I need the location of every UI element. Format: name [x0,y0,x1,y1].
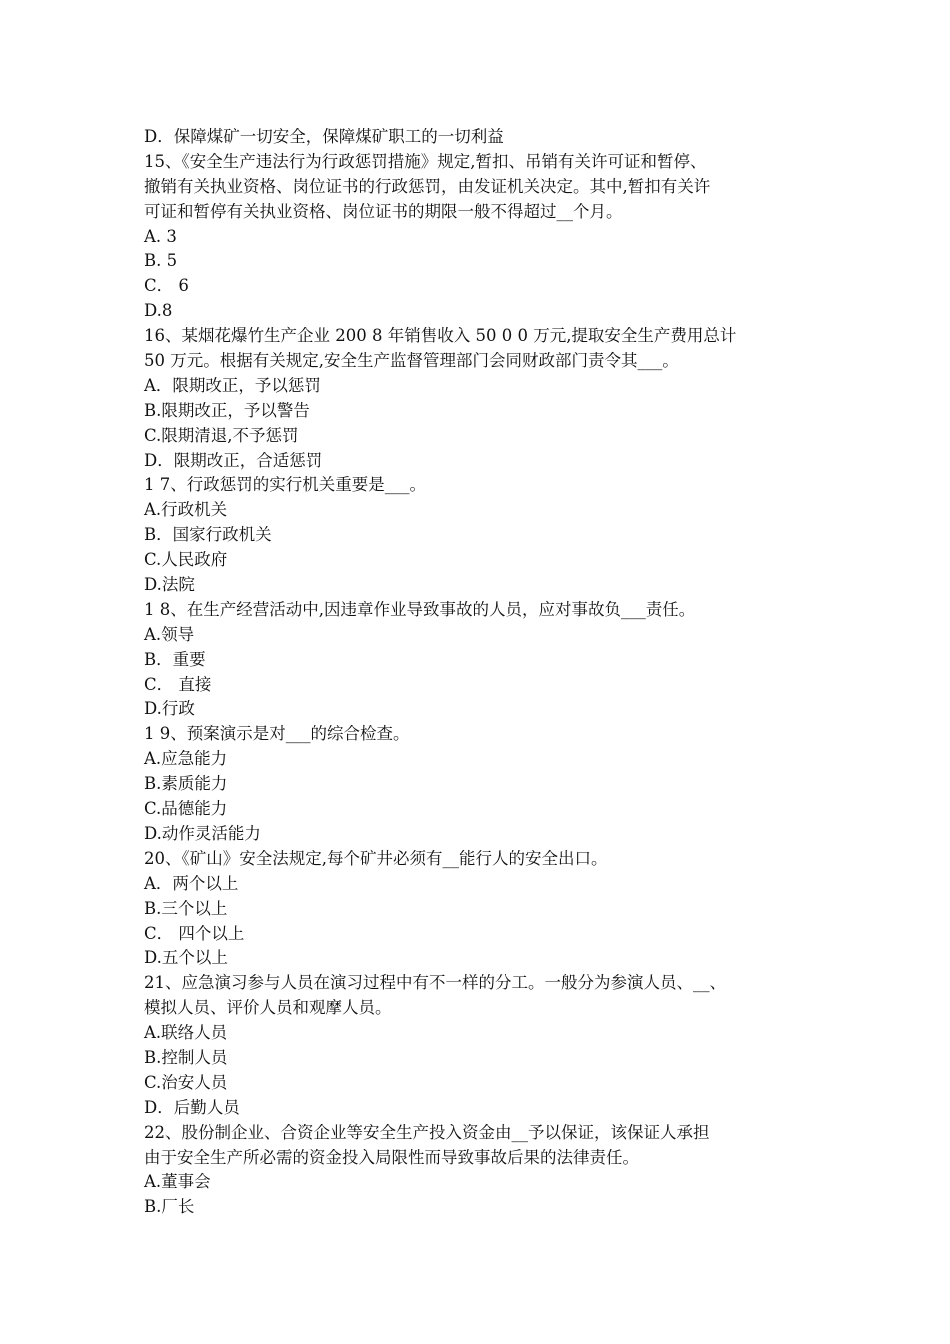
option-a: A.董事会 [144,1172,211,1192]
option-b: B. 5 [144,251,178,271]
option-a: A.领导 [144,624,195,644]
question-17-stem: 1 7、行政惩罚的实行机关重要是___。 [144,475,426,495]
option-b: B.三个以上 [144,898,228,918]
question-21-stem: 21、应急演习参与人员在演习过程中有不一样的分工。一般分为参演人员、__、 [144,973,726,993]
option-d: D.法院 [144,575,195,595]
question-16-stem: 16、某烟花爆竹生产企业 200 8 年销售收入 50 0 0 万元,提取安全生产费用总计 [144,326,737,346]
option-b: B.厂长 [144,1197,195,1217]
option-d: D．后勤人员 [144,1097,240,1117]
question-20-stem: 20、《矿山》安全法规定,每个矿井必须有__能行人的安全出口。 [144,848,608,868]
question-18-stem: 1 8、在生产经营活动中,因违章作业导致事故的人员，应对事故负___责任。 [144,599,696,619]
option-c: C.限期清退,不予惩罚 [144,425,299,445]
text-line: 模拟人员、评价人员和观摩人员。 [144,998,392,1018]
option-c: C.人民政府 [144,550,228,570]
option-b: B.素质能力 [144,774,228,794]
text-line: 50 万元。根据有关规定,安全生产监督管理部门会同财政部门责令其___。 [144,351,679,371]
text-line: 撤销有关执业资格、岗位证书的行政惩罚，由发证机关决定。其中,暂扣有关许 [144,176,711,196]
option-a: A．限期改正，予以惩罚 [144,375,321,395]
option-d: D.五个以上 [144,948,228,968]
option-b: B．重要 [144,649,206,669]
option-a: A.行政机关 [144,500,228,520]
option-a: A．两个以上 [144,873,239,893]
option-c: C． 四个以上 [144,923,245,943]
option-a: A.联络人员 [144,1023,228,1043]
option-d: D.8 [144,301,173,321]
option-d: D.动作灵活能力 [144,823,261,843]
option-d: D．限期改正，合适惩罚 [144,450,323,470]
option-c: C． 直接 [144,674,212,694]
option-c: C.品德能力 [144,799,228,819]
option-a: A.应急能力 [144,749,228,769]
question-19-stem: 1 9、预案演示是对___的综合检查。 [144,724,410,744]
option-b: B.限期改正，予以警告 [144,400,310,420]
option-c: C.治安人员 [144,1072,228,1092]
option-b: B．国家行政机关 [144,525,272,545]
text-line: 可证和暂停有关执业资格、岗位证书的期限一般不得超过__个月。 [144,201,623,221]
option-b: B.控制人员 [144,1047,228,1067]
text-line: D．保障煤矿一切安全，保障煤矿职工的一切利益 [144,127,504,146]
option-d: D.行政 [144,699,195,719]
text-line: 由于安全生产所必需的资金投入局限性而导致事故后果的法律责任。 [144,1147,639,1167]
question-15-stem: 15、《安全生产违法行为行政惩罚措施》规定,暂扣、吊销有关许可证和暂停、 [144,151,707,171]
question-22-stem: 22、股份制企业、合资企业等安全生产投入资金由__予以保证，该保证人承担 [144,1122,710,1142]
option-a: A. 3 [144,226,177,246]
option-c: C． 6 [144,276,189,296]
